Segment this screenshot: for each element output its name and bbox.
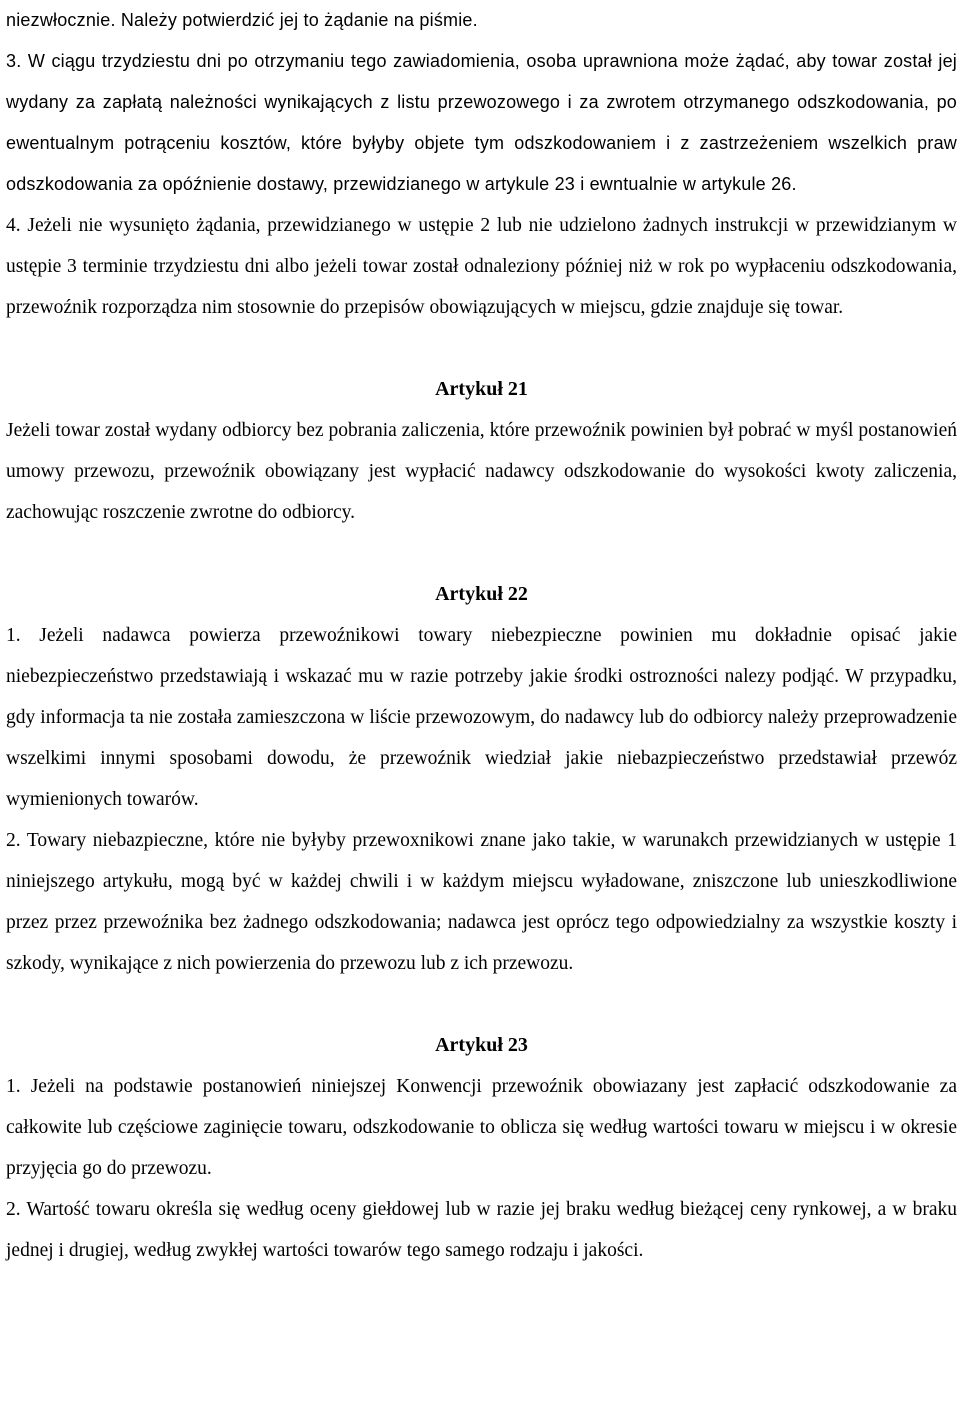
spacer bbox=[6, 328, 957, 369]
heading-article-23: Artykuł 23 bbox=[435, 1034, 528, 1056]
paragraph-continuation: niezwłocznie. Należy potwierdzić jej to żądanie na piśmie. bbox=[6, 10, 478, 30]
spacer bbox=[6, 533, 957, 574]
paragraph-art23-2: 2. Wartość towaru określa się według oceny giełdowej lub w razie jej braku według bieżącej ceny rynkowej, a w braku jednej i drugiej, według zwykłej wartości towarów tego samego rodzaju i jakości. bbox=[6, 1199, 957, 1261]
heading-article-22: Artykuł 22 bbox=[435, 583, 528, 605]
spacer bbox=[6, 984, 957, 1025]
paragraph-art23-1: 1. Jeżeli na podstawie postanowień niniejszej Konwencji przewoźnik obowiazany jest zapłacić odszkodowanie za całkowite lub częściowe zaginięcie towaru, odszkodowanie to oblicza się według wartości towaru w miejscu i w okresie przyjęcia go do przewozu. bbox=[6, 1076, 957, 1179]
paragraph-art20-3: 3. W ciągu trzydziestu dni po otrzymaniu tego zawiadomienia, osoba uprawniona może żądać, aby towar został jej wydany za zapłatą należności wynikających z listu przewozowego i za zwrotem otrzymanego odszkodowania, po ewentualnym potrąceniu kosztów, które byłyby objete tym odszkodowaniem i z zastrzeżeniem wszelkich praw odszkodowania za opóźnienie dostawy, przewidzianego w artykule 23 i ewntualnie w artykule 26. bbox=[6, 51, 957, 194]
heading-article-21: Artykuł 21 bbox=[435, 378, 528, 400]
paragraph-art22-2: 2. Towary niebazpieczne, które nie byłyby przewoxnikowi znane jako takie, w warunakch przewidzianych w ustępie 1 niniejszego artykułu, mogą być w każdej chwili i w każdym miejscu wyładowane, zniszczone lub unieszkodliwione przez przez przewoźnika bez żadnego odszkodowania; nadawca jest oprócz tego odpowiedzialny za wszystkie koszty i szkody, wynikające z nich powierzenia do przewozu lub z ich przewozu. bbox=[6, 830, 957, 974]
paragraph-art21: Jeżeli towar został wydany odbiorcy bez pobrania zaliczenia, które przewoźnik powinien był pobrać w myśl postanowień umowy przewozu, przewoźnik obowiązany jest wypłacić nadawcy odszkodowanie do wysokości kwoty zaliczenia, zachowując roszczenie zwrotne do odbiorcy. bbox=[6, 420, 957, 523]
paragraph-art20-4: 4. Jeżeli nie wysunięto żądania, przewidzianego w ustępie 2 lub nie udzielono żadnych instrukcji w przewidzianym w ustępie 3 terminie trzydziestu dni albo jeżeli towar został odnaleziony później niż w rok po wypłaceniu odszkodowania, przewoźnik rozporządza nim stosownie do przepisów obowiązujących w miejscu, gdzie znajduje się towar. bbox=[6, 215, 957, 318]
paragraph-art22-1: 1. Jeżeli nadawca powierza przewoźnikowi towary niebezpieczne powinien mu dokładnie opisać jakie niebezpieczeństwo przedstawiają i wskazać mu w razie potrzeby jakie środki ostrozności nalezy podjąć. W przypadku, gdy informacja ta nie została zamieszczona w liście przewozowym, do nadawcy lub do odbiorcy należy przeprowadzenie wszelkimi innymi sposobami dowodu, że przewoźnik wiedział jakie niebazpieczeństwo przedstawiał przewóz wymienionych towarów. bbox=[6, 625, 957, 810]
